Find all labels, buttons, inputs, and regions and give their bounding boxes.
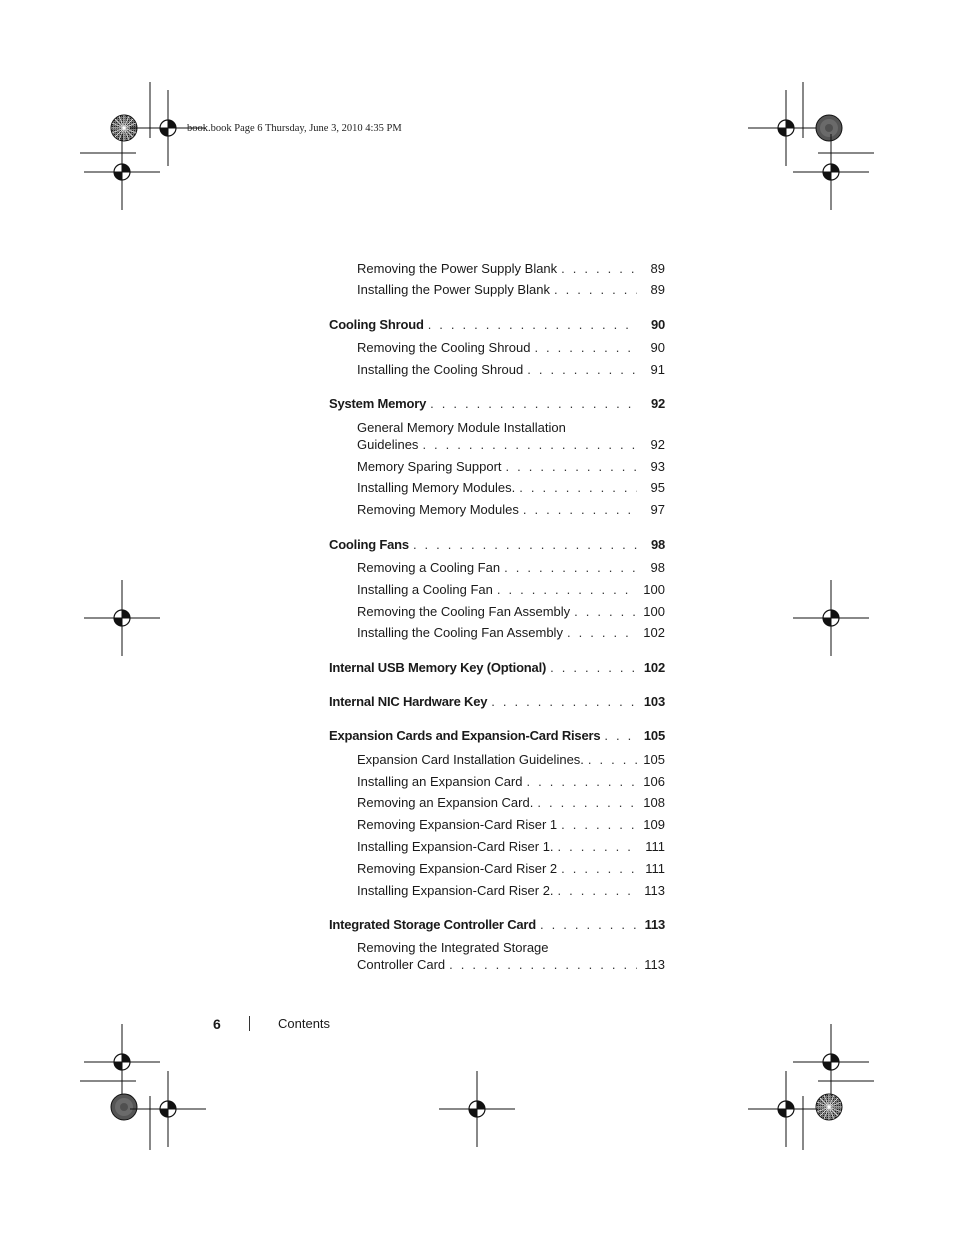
- toc-entry-page: 109: [643, 817, 665, 832]
- toc-entry[interactable]: [357, 625, 665, 641]
- dot-leader: [567, 625, 637, 641]
- dot-leader: [537, 795, 637, 811]
- toc-section[interactable]: [329, 694, 665, 710]
- toc-section-page: 102: [643, 660, 665, 675]
- dot-leader: [519, 480, 637, 496]
- dot-leader: [428, 317, 637, 333]
- dot-leader: [561, 261, 637, 277]
- toc-entry[interactable]: [357, 752, 665, 768]
- dot-leader: [550, 660, 637, 676]
- dot-leader: [430, 396, 637, 412]
- toc-entry[interactable]: [357, 261, 665, 277]
- toc-section-title: Internal NIC Hardware Key: [329, 694, 488, 709]
- toc-entry[interactable]: [357, 459, 665, 475]
- toc-entry[interactable]: [357, 957, 665, 973]
- toc-entry-title: Removing Expansion-Card Riser 1: [357, 817, 558, 832]
- toc-section-title: Cooling Fans: [329, 537, 409, 552]
- toc-entry-title: Installing Expansion-Card Riser 1.: [357, 839, 554, 854]
- dot-leader: [413, 537, 637, 553]
- toc-entry-title: Removing Expansion-Card Riser 2: [357, 861, 558, 876]
- toc-section-title: Integrated Storage Controller Card: [329, 917, 537, 932]
- dot-leader: [504, 560, 637, 576]
- toc-section-title: Internal USB Memory Key (Optional): [329, 660, 547, 675]
- dot-leader: [527, 774, 638, 790]
- dot-leader: [523, 502, 637, 518]
- toc-entry-page: 111: [645, 861, 665, 876]
- toc-entry-page: 91: [650, 362, 665, 377]
- toc-entry-page: 113: [644, 883, 665, 898]
- toc-entry-title: Installing the Power Supply Blank: [357, 282, 550, 297]
- toc-entry-title: Removing the Power Supply Blank: [357, 261, 558, 276]
- toc-entry-page: 106: [643, 774, 665, 789]
- toc-entry-title-line1[interactable]: Removing the Integrated Storage: [357, 940, 549, 955]
- dot-leader: [422, 437, 637, 453]
- toc-entry-title: Removing the Cooling Shroud: [357, 340, 531, 355]
- dot-leader: [527, 362, 637, 378]
- toc-entry-title: Installing Memory Modules.: [357, 480, 516, 495]
- toc-entry-title: Guidelines: [357, 437, 419, 452]
- footer-section-label: Contents: [278, 1016, 331, 1031]
- toc-section[interactable]: [329, 317, 665, 333]
- toc-entry[interactable]: [357, 560, 665, 576]
- toc-section-page: 113: [644, 917, 665, 932]
- dot-leader: [497, 582, 637, 598]
- toc-entry[interactable]: [357, 502, 665, 518]
- toc-entry-page: 113: [644, 957, 665, 972]
- toc-entry-title: Controller Card: [357, 957, 446, 972]
- toc-entry-page: 95: [650, 480, 665, 495]
- toc-section-page: 90: [650, 317, 665, 332]
- dot-leader: [558, 883, 637, 899]
- toc-entry-title: Removing a Cooling Fan: [357, 560, 501, 575]
- dot-leader: [574, 604, 637, 620]
- toc-entry[interactable]: [357, 883, 665, 899]
- page-number: 6: [213, 1016, 221, 1032]
- print-slug: book.book Page 6 Thursday, June 3, 2010 4:35 PM: [187, 123, 402, 134]
- toc-entry-page: 90: [650, 340, 665, 355]
- toc-entry-title: Expansion Card Installation Guidelines.: [357, 752, 584, 767]
- toc-entry-title: Removing the Cooling Fan Assembly: [357, 604, 571, 619]
- dot-leader: [588, 752, 637, 768]
- toc-section-title: Expansion Cards and Expansion-Card Risers: [329, 728, 601, 743]
- dot-leader: [558, 839, 637, 855]
- dot-leader: [561, 817, 637, 833]
- toc-entry-page: 89: [650, 261, 665, 276]
- toc-entry-page: 93: [650, 459, 665, 474]
- dot-leader: [491, 694, 637, 710]
- dot-leader: [554, 282, 637, 298]
- toc-entry[interactable]: [357, 282, 665, 298]
- toc-entry[interactable]: [357, 340, 665, 356]
- toc-entry[interactable]: [357, 604, 665, 620]
- toc-entry-title: Memory Sparing Support: [357, 459, 502, 474]
- toc-entry-page: 111: [645, 839, 665, 854]
- dot-leader: [506, 459, 637, 475]
- toc-entry-page: 92: [650, 437, 665, 452]
- toc-entry-title: Installing the Cooling Fan Assembly: [357, 625, 563, 640]
- toc-entry-title: Removing an Expansion Card.: [357, 795, 534, 810]
- toc-entry-title: Installing an Expansion Card: [357, 774, 523, 789]
- toc-entry-page: 98: [650, 560, 665, 575]
- toc-entry-title: Installing Expansion-Card Riser 2.: [357, 883, 554, 898]
- dot-leader: [534, 340, 637, 356]
- toc-entry-page: 100: [643, 582, 665, 597]
- toc-entry[interactable]: [357, 437, 665, 453]
- toc-entry-page: 102: [643, 625, 665, 640]
- toc-entry-page: 108: [643, 795, 665, 810]
- dot-leader: [449, 957, 637, 973]
- toc-entry-page: 100: [643, 604, 665, 619]
- toc-section-title: Cooling Shroud: [329, 317, 424, 332]
- footer-divider: [249, 1016, 250, 1031]
- toc-entry-page: 105: [643, 752, 665, 767]
- toc-entry[interactable]: [357, 582, 665, 598]
- toc-entry[interactable]: [357, 861, 665, 877]
- toc-section-page: 98: [650, 537, 665, 552]
- toc-section[interactable]: [329, 917, 665, 933]
- toc-section-title: System Memory: [329, 396, 427, 411]
- toc-entry[interactable]: [357, 480, 665, 496]
- toc-entry[interactable]: [357, 795, 665, 811]
- toc-entry-title-line1[interactable]: General Memory Module Installation: [357, 420, 566, 435]
- toc-entry[interactable]: [357, 839, 665, 855]
- toc-entry-page: 97: [650, 502, 665, 517]
- toc-entry-title: Installing a Cooling Fan: [357, 582, 493, 597]
- dot-leader: [604, 728, 637, 744]
- toc-entry[interactable]: [357, 774, 665, 790]
- toc-section[interactable]: [329, 660, 665, 676]
- dot-leader: [561, 861, 637, 877]
- toc-section-page: 103: [643, 694, 665, 709]
- toc-section[interactable]: [329, 537, 665, 553]
- toc-entry[interactable]: [357, 817, 665, 833]
- toc-section[interactable]: [329, 396, 665, 412]
- toc-entry[interactable]: [357, 362, 665, 378]
- toc-entry-title: Removing Memory Modules: [357, 502, 519, 517]
- toc-section-page: 105: [643, 728, 665, 743]
- toc-section[interactable]: [329, 728, 665, 744]
- toc-section-page: 92: [650, 396, 665, 411]
- dot-leader: [540, 917, 637, 933]
- toc-entry-title: Installing the Cooling Shroud: [357, 362, 524, 377]
- toc-entry-page: 89: [650, 282, 665, 297]
